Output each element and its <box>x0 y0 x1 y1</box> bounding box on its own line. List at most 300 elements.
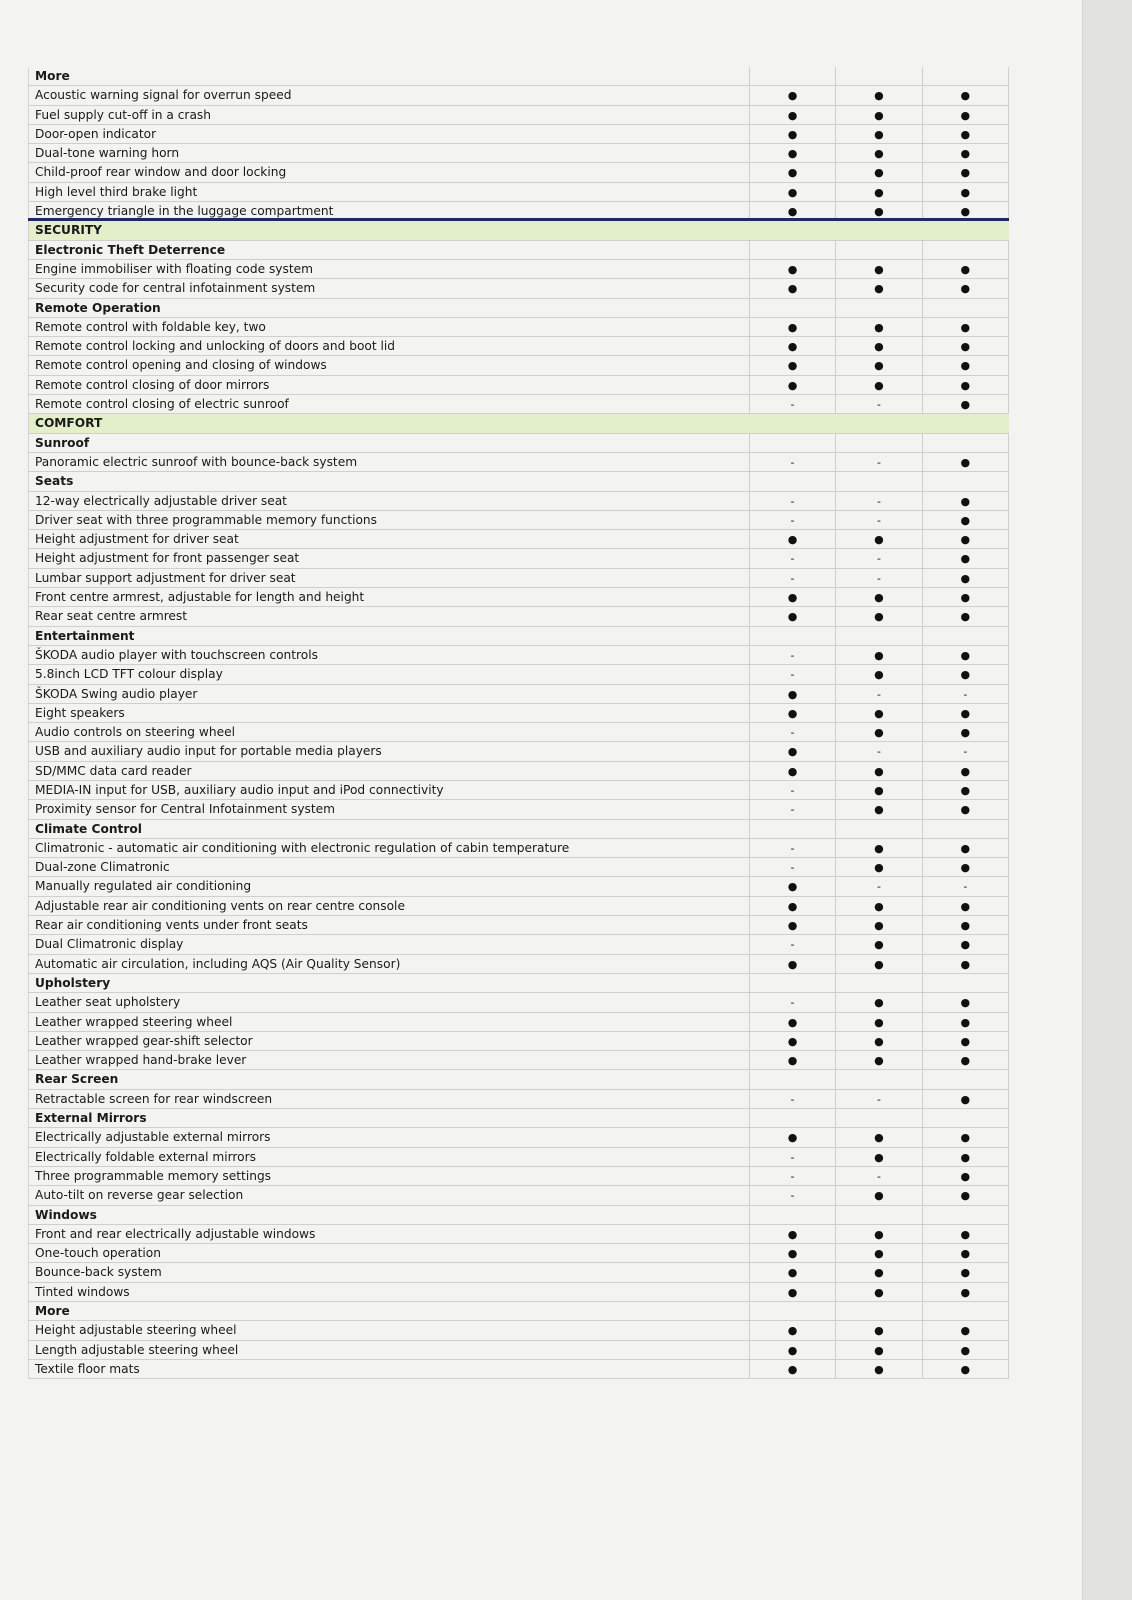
group-header <box>28 820 1009 839</box>
value-cell-2: - <box>835 395 921 413</box>
table-row <box>28 453 1009 472</box>
value-cell-3: ● <box>922 530 1009 548</box>
value-cell-2: ● <box>835 704 921 722</box>
row-label: Rear Screen <box>28 1070 749 1088</box>
value-cell-3 <box>922 1302 1009 1320</box>
row-label: Emergency triangle in the luggage compartment <box>28 202 749 218</box>
row-label: Three programmable memory settings <box>28 1167 749 1185</box>
value-cell-2: ● <box>835 781 921 799</box>
row-label: Electrically foldable external mirrors <box>28 1148 749 1166</box>
value-cell-2: ● <box>835 125 921 143</box>
value-cell-3: ● <box>922 762 1009 780</box>
table-row <box>28 955 1009 974</box>
table-row <box>28 318 1009 337</box>
row-label: Seats <box>28 472 749 490</box>
value-cell-2: ● <box>835 1225 921 1243</box>
table-row <box>28 1283 1009 1302</box>
value-cell-2 <box>835 1302 921 1320</box>
table-row <box>28 376 1009 395</box>
row-label: Leather seat upholstery <box>28 993 749 1011</box>
table-row <box>28 588 1009 607</box>
value-cell-2: ● <box>835 935 921 953</box>
value-cell-3 <box>922 974 1009 992</box>
value-cell-1: ● <box>749 125 835 143</box>
value-cell-3: ● <box>922 453 1009 471</box>
row-label: SD/MMC data card reader <box>28 762 749 780</box>
value-cell-3: ● <box>922 1341 1009 1359</box>
value-cell-3: ● <box>922 337 1009 355</box>
row-label: External Mirrors <box>28 1109 749 1127</box>
row-label: Retractable screen for rear windscreen <box>28 1090 749 1108</box>
table-row <box>28 125 1009 144</box>
value-cell-3: ● <box>922 704 1009 722</box>
value-cell-3: ● <box>922 1148 1009 1166</box>
row-label: 5.8inch LCD TFT colour display <box>28 665 749 683</box>
value-cell-2: ● <box>835 1283 921 1301</box>
value-cell-1: ● <box>749 106 835 124</box>
value-cell-3: ● <box>922 1263 1009 1281</box>
value-cell-1: - <box>749 646 835 664</box>
value-cell-3: ● <box>922 1321 1009 1339</box>
table-row <box>28 1148 1009 1167</box>
value-cell-2 <box>835 627 921 645</box>
row-label: Leather wrapped steering wheel <box>28 1013 749 1031</box>
value-cell-1: ● <box>749 1032 835 1050</box>
value-cell-1: ● <box>749 279 835 297</box>
table-row <box>28 781 1009 800</box>
value-cell-3: ● <box>922 1013 1009 1031</box>
row-label: Lumbar support adjustment for driver seat <box>28 569 749 587</box>
value-cell-2 <box>838 414 924 432</box>
value-cell-1: ● <box>749 318 835 336</box>
table-row <box>28 260 1009 279</box>
table-row <box>28 395 1009 414</box>
value-cell-3: ● <box>922 935 1009 953</box>
table-row <box>28 762 1009 781</box>
value-cell-2: - <box>835 549 921 567</box>
group-header <box>28 472 1009 491</box>
value-cell-1: ● <box>749 877 835 895</box>
value-cell-3: ● <box>922 1090 1009 1108</box>
row-label: Climate Control <box>28 820 749 838</box>
value-cell-1: ● <box>749 916 835 934</box>
value-cell-1: ● <box>749 86 835 104</box>
value-cell-3: ● <box>922 183 1009 201</box>
page-edge <box>1082 0 1132 1600</box>
value-cell-2 <box>835 820 921 838</box>
row-label: Climatronic - automatic air conditioning with electronic regulation of cabin temperature <box>28 839 749 857</box>
value-cell-2: ● <box>835 144 921 162</box>
value-cell-3: ● <box>922 839 1009 857</box>
table-row <box>28 742 1009 761</box>
value-cell-1: ● <box>749 1013 835 1031</box>
value-cell-3: ● <box>922 279 1009 297</box>
row-label: Remote control opening and closing of windows <box>28 356 749 374</box>
value-cell-3: ● <box>922 376 1009 394</box>
value-cell-1: ● <box>749 762 835 780</box>
value-cell-1: ● <box>749 1051 835 1069</box>
value-cell-2: ● <box>835 955 921 973</box>
table-row <box>28 492 1009 511</box>
value-cell-1: - <box>749 1090 835 1108</box>
row-label: Proximity sensor for Central Infotainment system <box>28 800 749 818</box>
row-label: Electrically adjustable external mirrors <box>28 1128 749 1146</box>
row-label: Automatic air circulation, including AQS (Air Quality Sensor) <box>28 955 749 973</box>
value-cell-2: - <box>835 453 921 471</box>
value-cell-1: ● <box>749 202 835 218</box>
row-label: Rear air conditioning vents under front seats <box>28 916 749 934</box>
value-cell-1: - <box>749 549 835 567</box>
table-row <box>28 1321 1009 1340</box>
value-cell-3: ● <box>922 800 1009 818</box>
value-cell-1: ● <box>749 1341 835 1359</box>
row-label: Remote control with foldable key, two <box>28 318 749 336</box>
section-header <box>28 414 1009 433</box>
value-cell-1: ● <box>749 144 835 162</box>
row-label: Driver seat with three programmable memory functions <box>28 511 749 529</box>
value-cell-3: ● <box>922 955 1009 973</box>
value-cell-1: - <box>749 665 835 683</box>
row-label: Textile floor mats <box>28 1360 749 1378</box>
table-row <box>28 1167 1009 1186</box>
row-label: Remote control closing of door mirrors <box>28 376 749 394</box>
row-label: Leather wrapped gear-shift selector <box>28 1032 749 1050</box>
value-cell-1: - <box>749 858 835 876</box>
value-cell-3 <box>922 1070 1009 1088</box>
row-label: Acoustic warning signal for overrun speed <box>28 86 749 104</box>
value-cell-2: ● <box>835 356 921 374</box>
value-cell-3: ● <box>922 916 1009 934</box>
value-cell-2: ● <box>835 318 921 336</box>
value-cell-1: ● <box>749 897 835 915</box>
value-cell-3: ● <box>922 511 1009 529</box>
value-cell-3 <box>922 627 1009 645</box>
table-row <box>28 106 1009 125</box>
row-label: Front and rear electrically adjustable windows <box>28 1225 749 1243</box>
value-cell-1: - <box>749 492 835 510</box>
value-cell-2: ● <box>835 897 921 915</box>
value-cell-3: ● <box>922 260 1009 278</box>
row-label: Windows <box>28 1206 749 1224</box>
table-row <box>28 646 1009 665</box>
value-cell-2 <box>835 472 921 490</box>
row-label: Engine immobiliser with floating code system <box>28 260 749 278</box>
table-row <box>28 1128 1009 1147</box>
value-cell-1 <box>749 1070 835 1088</box>
equipment-table <box>28 67 1009 1379</box>
table-row <box>28 511 1009 530</box>
value-cell-1: ● <box>749 1360 835 1378</box>
row-label: More <box>28 67 749 85</box>
value-cell-1: - <box>749 1148 835 1166</box>
row-label: Door-open indicator <box>28 125 749 143</box>
value-cell-2 <box>835 67 921 85</box>
value-cell-1: ● <box>749 1283 835 1301</box>
row-label: Remote Operation <box>28 299 749 317</box>
value-cell-1 <box>749 627 835 645</box>
value-cell-1 <box>752 414 838 432</box>
value-cell-1 <box>749 241 835 259</box>
value-cell-3 <box>922 434 1009 452</box>
value-cell-1 <box>749 1206 835 1224</box>
row-label: Adjustable rear air conditioning vents on rear centre console <box>28 897 749 915</box>
value-cell-3: ● <box>922 163 1009 181</box>
value-cell-1: - <box>749 1167 835 1185</box>
table-row <box>28 144 1009 163</box>
value-cell-1: ● <box>749 356 835 374</box>
table-row <box>28 916 1009 935</box>
value-cell-1: - <box>749 800 835 818</box>
row-label: ŠKODA audio player with touchscreen controls <box>28 646 749 664</box>
value-cell-2: - <box>835 1167 921 1185</box>
value-cell-3: ● <box>922 1128 1009 1146</box>
value-cell-3: ● <box>922 202 1009 218</box>
value-cell-3: ● <box>922 86 1009 104</box>
table-row <box>28 1032 1009 1051</box>
value-cell-3: - <box>922 742 1009 760</box>
row-label: Auto-tilt on reverse gear selection <box>28 1186 749 1204</box>
value-cell-3: ● <box>922 1283 1009 1301</box>
value-cell-3: ● <box>922 723 1009 741</box>
row-label: Panoramic electric sunroof with bounce-back system <box>28 453 749 471</box>
value-cell-2: - <box>835 742 921 760</box>
value-cell-2: ● <box>835 202 921 218</box>
value-cell-3: ● <box>922 1186 1009 1204</box>
table-row <box>28 1186 1009 1205</box>
value-cell-2: ● <box>835 839 921 857</box>
value-cell-1 <box>749 434 835 452</box>
row-label: High level third brake light <box>28 183 749 201</box>
row-label: Dual-zone Climatronic <box>28 858 749 876</box>
table-row <box>28 685 1009 704</box>
row-label: Leather wrapped hand-brake lever <box>28 1051 749 1069</box>
value-cell-3: ● <box>922 569 1009 587</box>
value-cell-3 <box>923 221 1009 239</box>
row-label: 12-way electrically adjustable driver seat <box>28 492 749 510</box>
value-cell-1: - <box>749 839 835 857</box>
value-cell-1: ● <box>749 1321 835 1339</box>
table-row <box>28 993 1009 1012</box>
value-cell-3: ● <box>922 1051 1009 1069</box>
row-label: Bounce-back system <box>28 1263 749 1281</box>
value-cell-2: ● <box>835 1051 921 1069</box>
row-label: COMFORT <box>28 414 752 432</box>
row-label: Child-proof rear window and door locking <box>28 163 749 181</box>
group-header <box>28 67 1009 86</box>
value-cell-2: - <box>835 511 921 529</box>
value-cell-2: ● <box>835 723 921 741</box>
value-cell-2 <box>835 1206 921 1224</box>
value-cell-2 <box>835 241 921 259</box>
table-row <box>28 839 1009 858</box>
row-label: Upholstery <box>28 974 749 992</box>
table-row <box>28 1225 1009 1244</box>
value-cell-2: ● <box>835 1360 921 1378</box>
group-header <box>28 299 1009 318</box>
value-cell-1: ● <box>749 1225 835 1243</box>
value-cell-2: - <box>835 569 921 587</box>
value-cell-2: ● <box>835 588 921 606</box>
value-cell-2 <box>835 974 921 992</box>
value-cell-3: ● <box>922 1167 1009 1185</box>
row-label: SECURITY <box>28 221 752 239</box>
value-cell-1: - <box>749 993 835 1011</box>
value-cell-1: - <box>749 1186 835 1204</box>
table-row <box>28 1051 1009 1070</box>
row-label: USB and auxiliary audio input for portable media players <box>28 742 749 760</box>
table-row <box>28 356 1009 375</box>
row-label: Tinted windows <box>28 1283 749 1301</box>
value-cell-1: ● <box>749 1244 835 1262</box>
value-cell-1 <box>749 299 835 317</box>
table-row <box>28 897 1009 916</box>
value-cell-3: - <box>922 877 1009 895</box>
value-cell-2: ● <box>835 1321 921 1339</box>
value-cell-2: ● <box>835 665 921 683</box>
value-cell-1: - <box>749 395 835 413</box>
value-cell-2: ● <box>835 1013 921 1031</box>
value-cell-2: ● <box>835 260 921 278</box>
table-row <box>28 723 1009 742</box>
value-cell-3 <box>922 1206 1009 1224</box>
value-cell-3: ● <box>922 356 1009 374</box>
value-cell-2: ● <box>835 1263 921 1281</box>
row-label: Manually regulated air conditioning <box>28 877 749 895</box>
value-cell-2: ● <box>835 800 921 818</box>
value-cell-1: ● <box>749 955 835 973</box>
group-header <box>28 1109 1009 1128</box>
value-cell-3: ● <box>922 1360 1009 1378</box>
row-label: Fuel supply cut-off in a crash <box>28 106 749 124</box>
group-header <box>28 434 1009 453</box>
value-cell-1: - <box>749 723 835 741</box>
row-label: More <box>28 1302 749 1320</box>
table-row <box>28 86 1009 105</box>
value-cell-2: ● <box>835 916 921 934</box>
row-label: Electronic Theft Deterrence <box>28 241 749 259</box>
row-label: Height adjustment for front passenger seat <box>28 549 749 567</box>
value-cell-2: ● <box>835 1148 921 1166</box>
value-cell-1 <box>749 820 835 838</box>
table-row <box>28 202 1009 221</box>
row-label: Sunroof <box>28 434 749 452</box>
row-label: Eight speakers <box>28 704 749 722</box>
value-cell-2: ● <box>835 1244 921 1262</box>
row-label: Security code for central infotainment system <box>28 279 749 297</box>
row-label: Remote control locking and unlocking of doors and boot lid <box>28 337 749 355</box>
table-row <box>28 1263 1009 1282</box>
value-cell-1: ● <box>749 1128 835 1146</box>
value-cell-1: - <box>749 453 835 471</box>
table-row <box>28 665 1009 684</box>
value-cell-1 <box>749 974 835 992</box>
value-cell-2: ● <box>835 1186 921 1204</box>
row-label: Entertainment <box>28 627 749 645</box>
group-header <box>28 1070 1009 1089</box>
value-cell-3 <box>922 67 1009 85</box>
value-cell-1: ● <box>749 530 835 548</box>
value-cell-2: ● <box>835 376 921 394</box>
row-label: Dual-tone warning horn <box>28 144 749 162</box>
row-label: One-touch operation <box>28 1244 749 1262</box>
group-header <box>28 627 1009 646</box>
value-cell-3: ● <box>922 106 1009 124</box>
row-label: MEDIA-IN input for USB, auxiliary audio input and iPod connectivity <box>28 781 749 799</box>
value-cell-1 <box>749 1109 835 1127</box>
value-cell-2: - <box>835 1090 921 1108</box>
value-cell-3: ● <box>922 858 1009 876</box>
group-header <box>28 241 1009 260</box>
value-cell-1: ● <box>749 376 835 394</box>
value-cell-1: ● <box>749 260 835 278</box>
value-cell-3: ● <box>922 993 1009 1011</box>
value-cell-3 <box>922 472 1009 490</box>
value-cell-2: ● <box>835 86 921 104</box>
table-row <box>28 1244 1009 1263</box>
value-cell-1: - <box>749 569 835 587</box>
table-row <box>28 1360 1009 1379</box>
row-label: Front centre armrest, adjustable for length and height <box>28 588 749 606</box>
table-row <box>28 800 1009 819</box>
value-cell-1: ● <box>749 1263 835 1281</box>
table-row <box>28 337 1009 356</box>
value-cell-1: ● <box>749 742 835 760</box>
section-header <box>28 221 1009 240</box>
value-cell-3: ● <box>922 897 1009 915</box>
value-cell-1: ● <box>749 685 835 703</box>
table-row <box>28 858 1009 877</box>
row-label: ŠKODA Swing audio player <box>28 685 749 703</box>
value-cell-1 <box>749 472 835 490</box>
value-cell-2: ● <box>835 607 921 625</box>
value-cell-3 <box>922 299 1009 317</box>
value-cell-2: ● <box>835 530 921 548</box>
value-cell-3: ● <box>922 318 1009 336</box>
value-cell-3: ● <box>922 646 1009 664</box>
value-cell-2: ● <box>835 1128 921 1146</box>
value-cell-3: - <box>922 685 1009 703</box>
table-row <box>28 530 1009 549</box>
value-cell-2: ● <box>835 762 921 780</box>
value-cell-2 <box>838 221 924 239</box>
value-cell-3 <box>922 820 1009 838</box>
value-cell-3: ● <box>922 1225 1009 1243</box>
table-row <box>28 877 1009 896</box>
value-cell-3: ● <box>922 607 1009 625</box>
value-cell-2 <box>835 434 921 452</box>
value-cell-1 <box>749 67 835 85</box>
table-row <box>28 163 1009 182</box>
value-cell-3 <box>922 241 1009 259</box>
row-label: Height adjustable steering wheel <box>28 1321 749 1339</box>
value-cell-3: ● <box>922 492 1009 510</box>
value-cell-3: ● <box>922 1244 1009 1262</box>
row-label: Rear seat centre armrest <box>28 607 749 625</box>
table-row <box>28 549 1009 568</box>
value-cell-1: ● <box>749 337 835 355</box>
table-row <box>28 279 1009 298</box>
value-cell-2: ● <box>835 993 921 1011</box>
value-cell-2 <box>835 1070 921 1088</box>
value-cell-1 <box>749 1302 835 1320</box>
value-cell-2: ● <box>835 279 921 297</box>
value-cell-2: ● <box>835 858 921 876</box>
table-row <box>28 1341 1009 1360</box>
row-label: Audio controls on steering wheel <box>28 723 749 741</box>
value-cell-1: - <box>749 511 835 529</box>
row-label: Remote control closing of electric sunroof <box>28 395 749 413</box>
value-cell-1: - <box>749 781 835 799</box>
